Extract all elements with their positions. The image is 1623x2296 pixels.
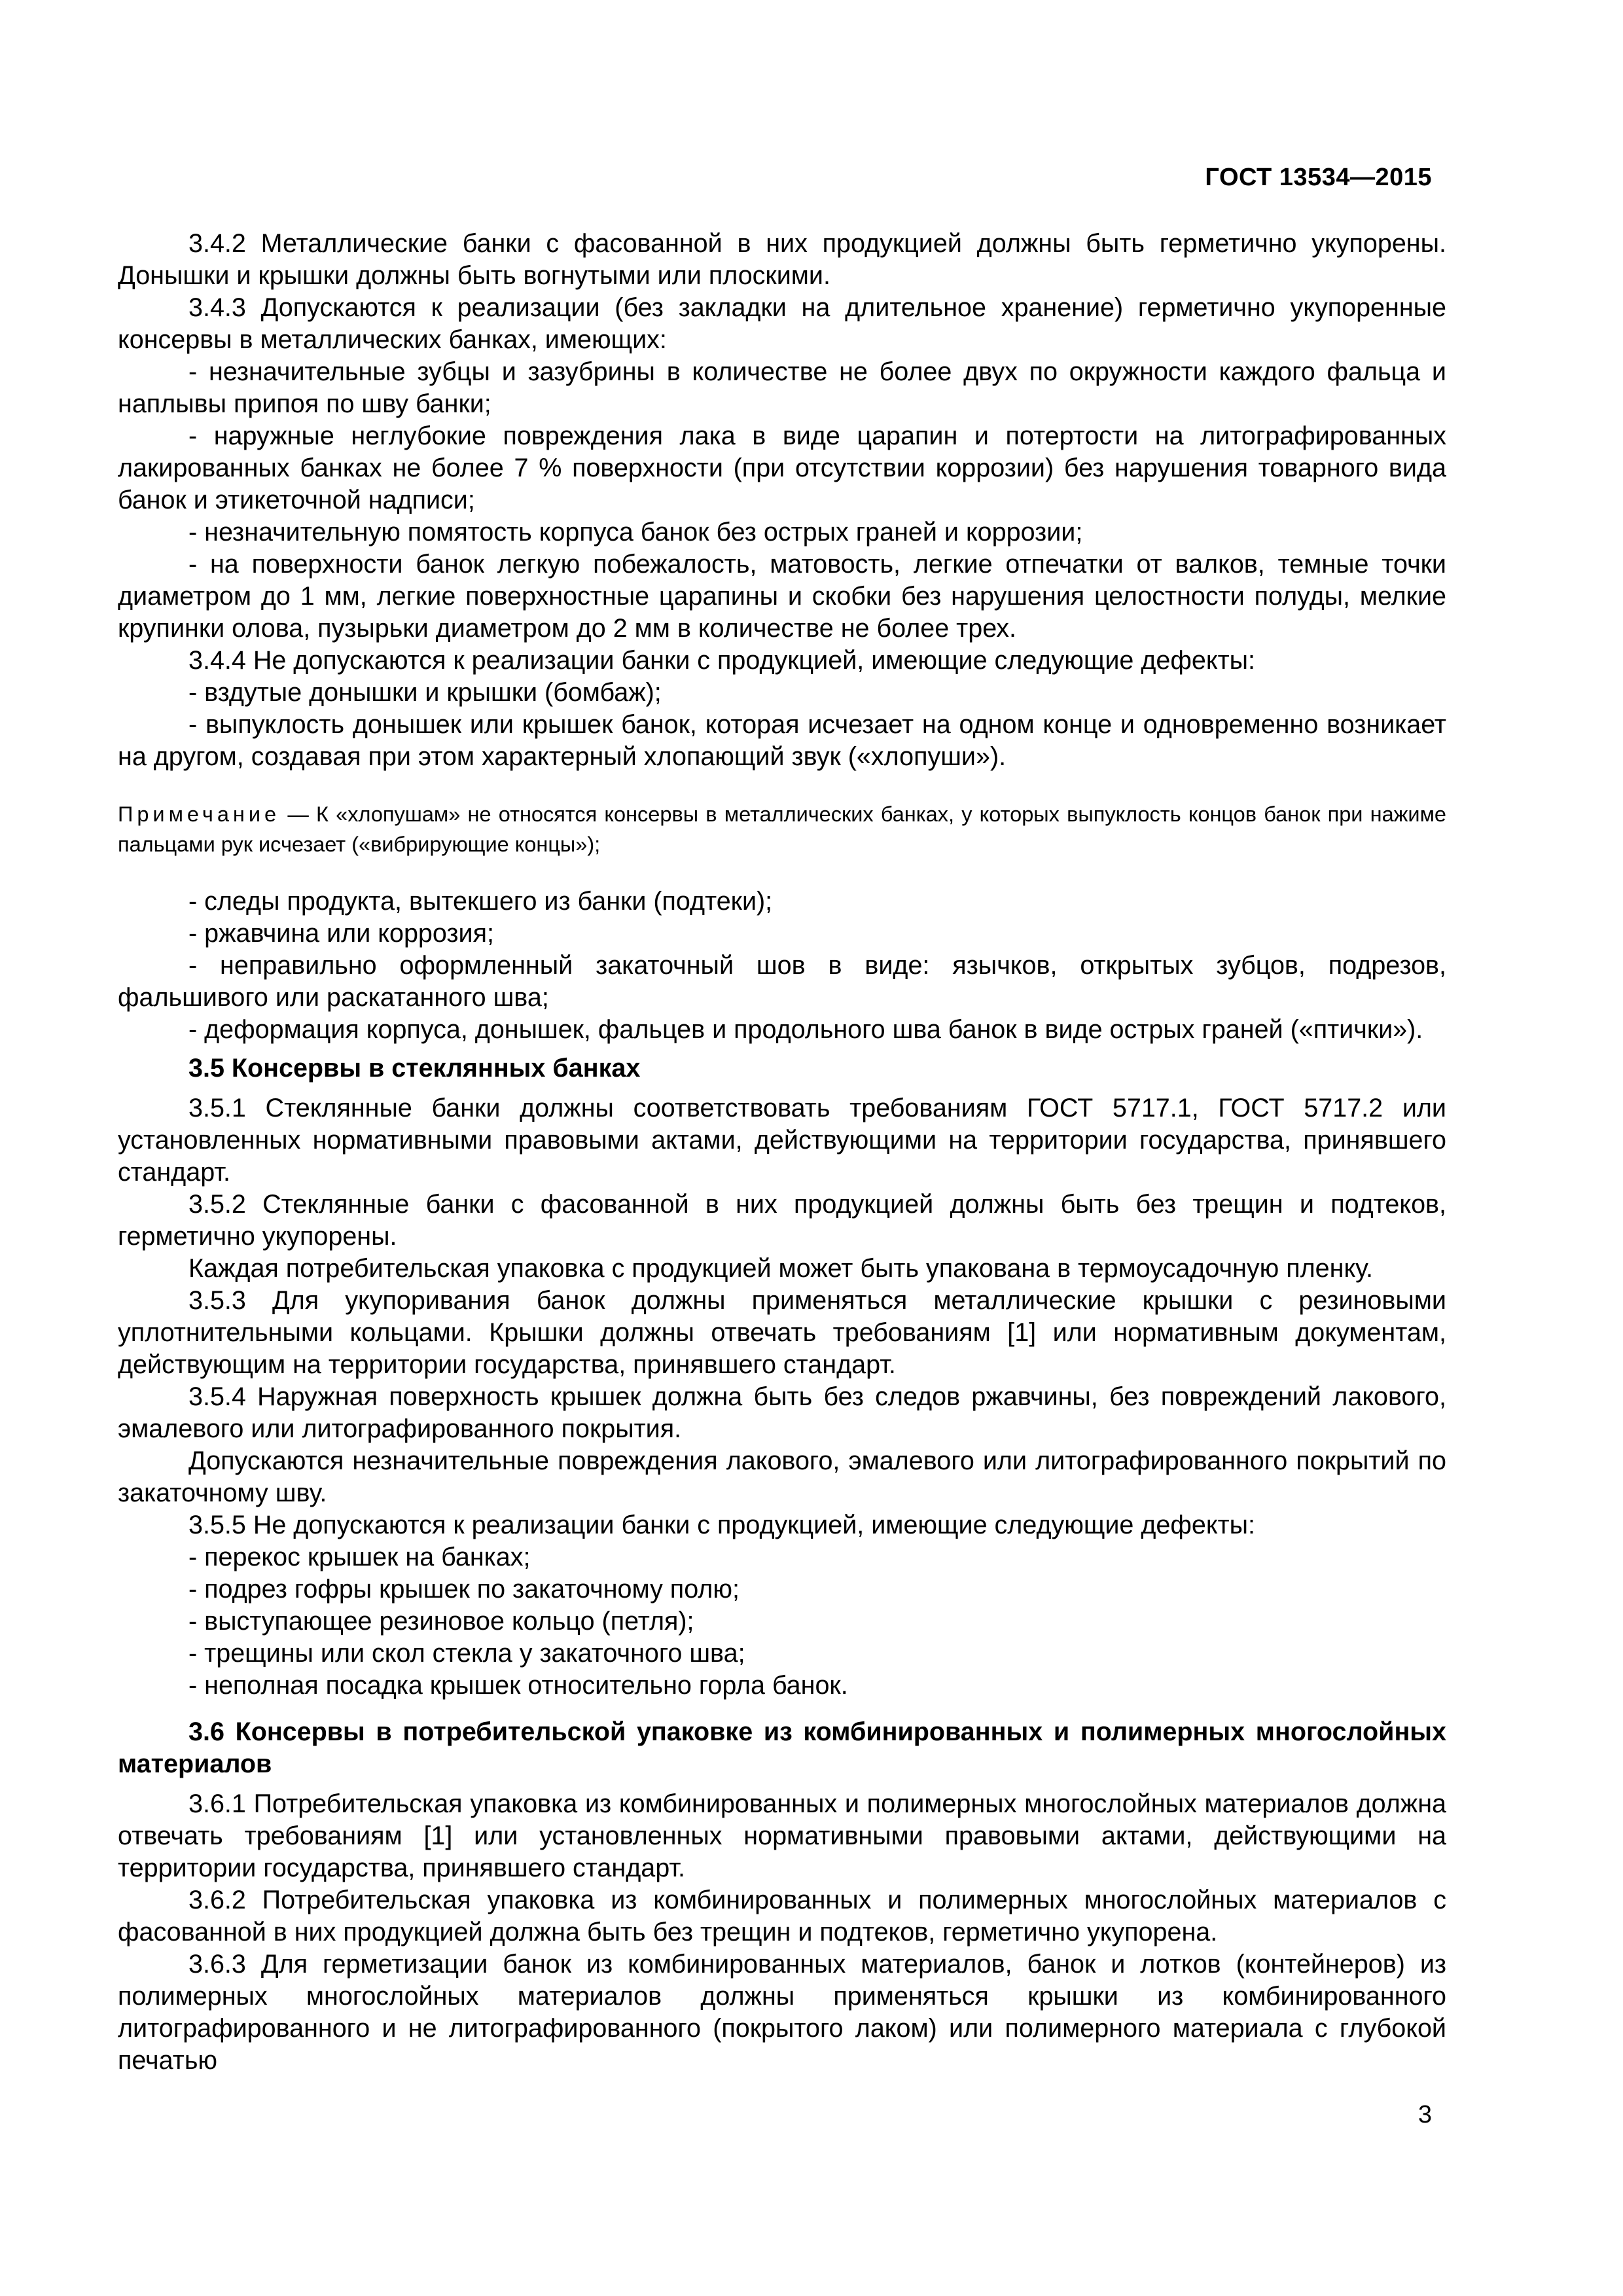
- body-paragraph: 3.5.5 Не допускаются к реализации банки с продукцией, имеющие следующие дефекты:: [188, 1511, 1256, 1539]
- body-paragraph: 3.5.1 Стеклянные банки должны соответствовать требованиям ГОСТ 5717.1, ГОСТ 5717.2 или установленных нормативными правовыми актами, действующими на территории государства, принявшего стандарт.: [118, 1094, 1446, 1187]
- body-paragraph: 3.6.3 Для герметизации банок из комбинированных материалов, банок и лотков (контейнеров) из полимерных многослойных материалов должны применяться крышки из комбинированного литографированного и не литографированного (покрытого лаком) или полимерного материала с глубокой печатью: [118, 1950, 1446, 2075]
- note-label: Примечание: [118, 802, 281, 826]
- note-paragraph: [118, 799, 1446, 859]
- body-paragraph: - неправильно оформленный закаточный шов в виде: язычков, открытых зубцов, подрезов, фальшивого или раскатанного шва;: [118, 951, 1446, 1012]
- note-text: — К «хлопушам» не относятся консервы в металлических банках, у которых выпуклость концов банок при нажиме пальцами рук исчезает («вибрирующие концы»);: [118, 802, 1446, 856]
- body-paragraph: Каждая потребительская упаковка с продукцией может быть упакована в термоусадочную пленку.: [188, 1254, 1373, 1283]
- page-number: 3: [1418, 2101, 1432, 2128]
- body-paragraph: 3.4.3 Допускаются к реализации (без закладки на длительное хранение) герметично укупоренные консервы в металлических банках, имеющих:: [118, 293, 1446, 354]
- body-paragraph: - незначительную помятость корпуса банок без острых граней и коррозии;: [188, 518, 1083, 547]
- body-paragraph: - вздутые донышки и крышки (бомбаж);: [188, 678, 662, 707]
- body-paragraph: - наружные неглубокие повреждения лака в виде царапин и потертости на литографированных лакированных банках не более 7 % поверхности (при отсутствии коррозии) без нарушения товарного вида банок и этикеточной надписи;: [118, 422, 1446, 514]
- body-paragraph: 3.5.2 Стеклянные банки с фасованной в них продукцией должны быть без трещин и подтеков, герметично укупорены.: [118, 1190, 1446, 1251]
- document-code-header: ГОСТ 13534—2015: [1205, 164, 1432, 191]
- body-paragraph: 3.4.4 Не допускаются к реализации банки с продукцией, имеющие следующие дефекты:: [188, 646, 1256, 675]
- body-paragraph: - следы продукта, вытекшего из банки (подтеки);: [188, 887, 773, 916]
- body-paragraph: - выступающее резиновое кольцо (петля);: [188, 1607, 694, 1636]
- body-paragraph: - на поверхности банок легкую побежалость, матовость, легкие отпечатки от валков, темные точки диаметром до 1 мм, легкие поверхностные царапины и скобки без нарушения целостности полуды, мелкие крупинки олова, пузырьки диаметром до 2 мм в количестве не более трех.: [118, 550, 1446, 643]
- body-paragraph: - трещины или скол стекла у закаточного шва;: [188, 1639, 745, 1668]
- body-paragraph: 3.5.4 Наружная поверхность крышек должна быть без следов ржавчины, без повреждений лакового, эмалевого или литографированного покрытия.: [118, 1382, 1446, 1443]
- body-paragraph: - подрез гофры крышек по закаточному полю;: [188, 1575, 740, 1604]
- body-paragraph: - неполная посадка крышек относительно горла банок.: [188, 1671, 848, 1700]
- body-paragraph: 3.6.1 Потребительская упаковка из комбинированных и полимерных многослойных материалов должна отвечать требованиям [1] или установленных нормативными правовыми актами, действующими на территории государства, принявшего стандарт.: [118, 1789, 1446, 1882]
- section-heading: 3.5 Консервы в стеклянных банках: [188, 1054, 641, 1083]
- body-paragraph: - перекос крышек на банках;: [188, 1543, 531, 1571]
- document-body: [118, 228, 1446, 2077]
- section-heading: 3.6 Консервы в потребительской упаковке из комбинированных и полимерных многослойных материалов: [118, 1717, 1446, 1778]
- body-paragraph: - выпуклость донышек или крышек банок, которая исчезает на одном конце и одновременно возникает на другом, создавая при этом характерный хлопающий звук («хлопуши»).: [118, 710, 1446, 771]
- body-paragraph: Допускаются незначительные повреждения лакового, эмалевого или литографированного покрытий по закаточному шву.: [118, 1446, 1446, 1507]
- body-paragraph: - ржавчина или коррозия;: [188, 919, 494, 948]
- body-paragraph: 3.6.2 Потребительская упаковка из комбинированных и полимерных многослойных материалов с фасованной в них продукцией должна быть без трещин и подтеков, герметично укупорена.: [118, 1886, 1446, 1946]
- body-paragraph: 3.5.3 Для укупоривания банок должны применяться металлические крышки с резиновыми уплотнительными кольцами. Крышки должны отвечать требованиям [1] или нормативным документам, действующим на территории государства, принявшего стандарт.: [118, 1286, 1446, 1379]
- body-paragraph: 3.4.2 Металлические банки с фасованной в них продукцией должны быть герметично укупорены. Донышки и крышки должны быть вогнутыми или плоскими.: [118, 229, 1446, 290]
- body-paragraph: - незначительные зубцы и зазубрины в количестве не более двух по окружности каждого фальца и наплывы припоя по шву банки;: [118, 357, 1446, 418]
- body-paragraph: - деформация корпуса, донышек, фальцев и продольного шва банок в виде острых граней («птички»).: [188, 1015, 1423, 1044]
